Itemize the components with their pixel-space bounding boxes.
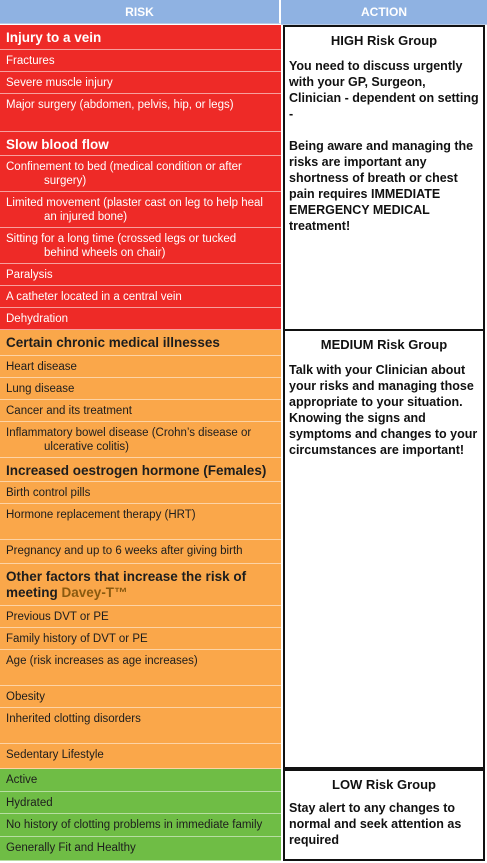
risk-item: Inherited clotting disorders bbox=[0, 708, 281, 744]
group-title-oestrogen: Increased oestrogen hormone (Females) bbox=[0, 458, 281, 482]
low-risk-action-box bbox=[283, 769, 485, 861]
risk-item: Severe muscle injury bbox=[0, 72, 281, 94]
risk-item: Age (risk increases as age increases) bbox=[0, 650, 281, 686]
risk-item: Family history of DVT or PE bbox=[0, 628, 281, 650]
risk-item: Hormone replacement therapy (HRT) bbox=[0, 504, 281, 540]
medium-risk-action-title: MEDIUM Risk Group bbox=[320, 337, 448, 352]
medium-risk-action-box bbox=[283, 329, 485, 769]
medium-risk-action-text: Talk with your Clinician about your risks and managing those appropriate to your situation. Knowing the signs and symptoms and changes to your circumstances are important! bbox=[289, 363, 478, 457]
risk-item: Major surgery (abdomen, pelvis, hip, or legs) bbox=[0, 94, 281, 132]
high-risk-action-warning: Being aware and managing the risks are important any shortness of breath or chest pain requires IMMEDIATE EMERGENCY MEDICAL treatment! bbox=[289, 139, 474, 233]
risk-item: Birth control pills bbox=[0, 482, 281, 504]
risk-item: Generally Fit and Healthy bbox=[0, 837, 281, 861]
risk-item: Sitting for a long time (crossed legs or tucked behind wheels on chair) bbox=[0, 228, 281, 264]
risk-item: Fractures bbox=[0, 50, 281, 72]
risk-item: Obesity bbox=[0, 686, 281, 708]
high-risk-action-box bbox=[283, 25, 485, 331]
risk-item: Hydrated bbox=[0, 792, 281, 814]
davey-t-brand: Davey-T™ bbox=[61, 585, 128, 600]
risk-item: Paralysis bbox=[0, 264, 281, 286]
risk-item: Confinement to bed (medical condition or after surgery) bbox=[0, 156, 281, 192]
risk-item: Previous DVT or PE bbox=[0, 606, 281, 628]
group-title-slow-blood-flow: Slow blood flow bbox=[0, 132, 281, 156]
risk-column-header: RISK bbox=[0, 0, 281, 24]
risk-item: Cancer and its treatment bbox=[0, 400, 281, 422]
group-title-chronic-illnesses: Certain chronic medical illnesses bbox=[0, 330, 281, 356]
risk-item: A catheter located in a central vein bbox=[0, 286, 281, 308]
high-risk-action-text: You need to discuss urgently with your GP, Surgeon, Clinician - dependent on setting - bbox=[289, 59, 479, 121]
high-risk-action-title: HIGH Risk Group bbox=[330, 33, 438, 48]
risk-item: Sedentary Lifestyle bbox=[0, 744, 281, 769]
group-title-other-factors: Other factors that increase the risk of meeting Davey-T™ bbox=[0, 564, 281, 606]
risk-item: Heart disease bbox=[0, 356, 281, 378]
risk-item: Pregnancy and up to 6 weeks after giving birth bbox=[0, 540, 281, 564]
risk-item: Limited movement (plaster cast on leg to help heal an injured bone) bbox=[0, 192, 281, 228]
risk-item: Active bbox=[0, 769, 281, 792]
action-column-header: ACTION bbox=[281, 0, 487, 25]
low-risk-action-text: Stay alert to any changes to normal and seek attention as required bbox=[289, 801, 462, 847]
risk-item: Dehydration bbox=[0, 308, 281, 330]
group-title-injury-to-vein: Injury to a vein bbox=[0, 25, 281, 50]
risk-item: Inflammatory bowel disease (Crohn’s disease or ulcerative colitis) bbox=[0, 422, 281, 458]
risk-item: Lung disease bbox=[0, 378, 281, 400]
risk-item: No history of clotting problems in immediate family bbox=[0, 814, 281, 837]
low-risk-action-title: LOW Risk Group bbox=[332, 777, 436, 792]
